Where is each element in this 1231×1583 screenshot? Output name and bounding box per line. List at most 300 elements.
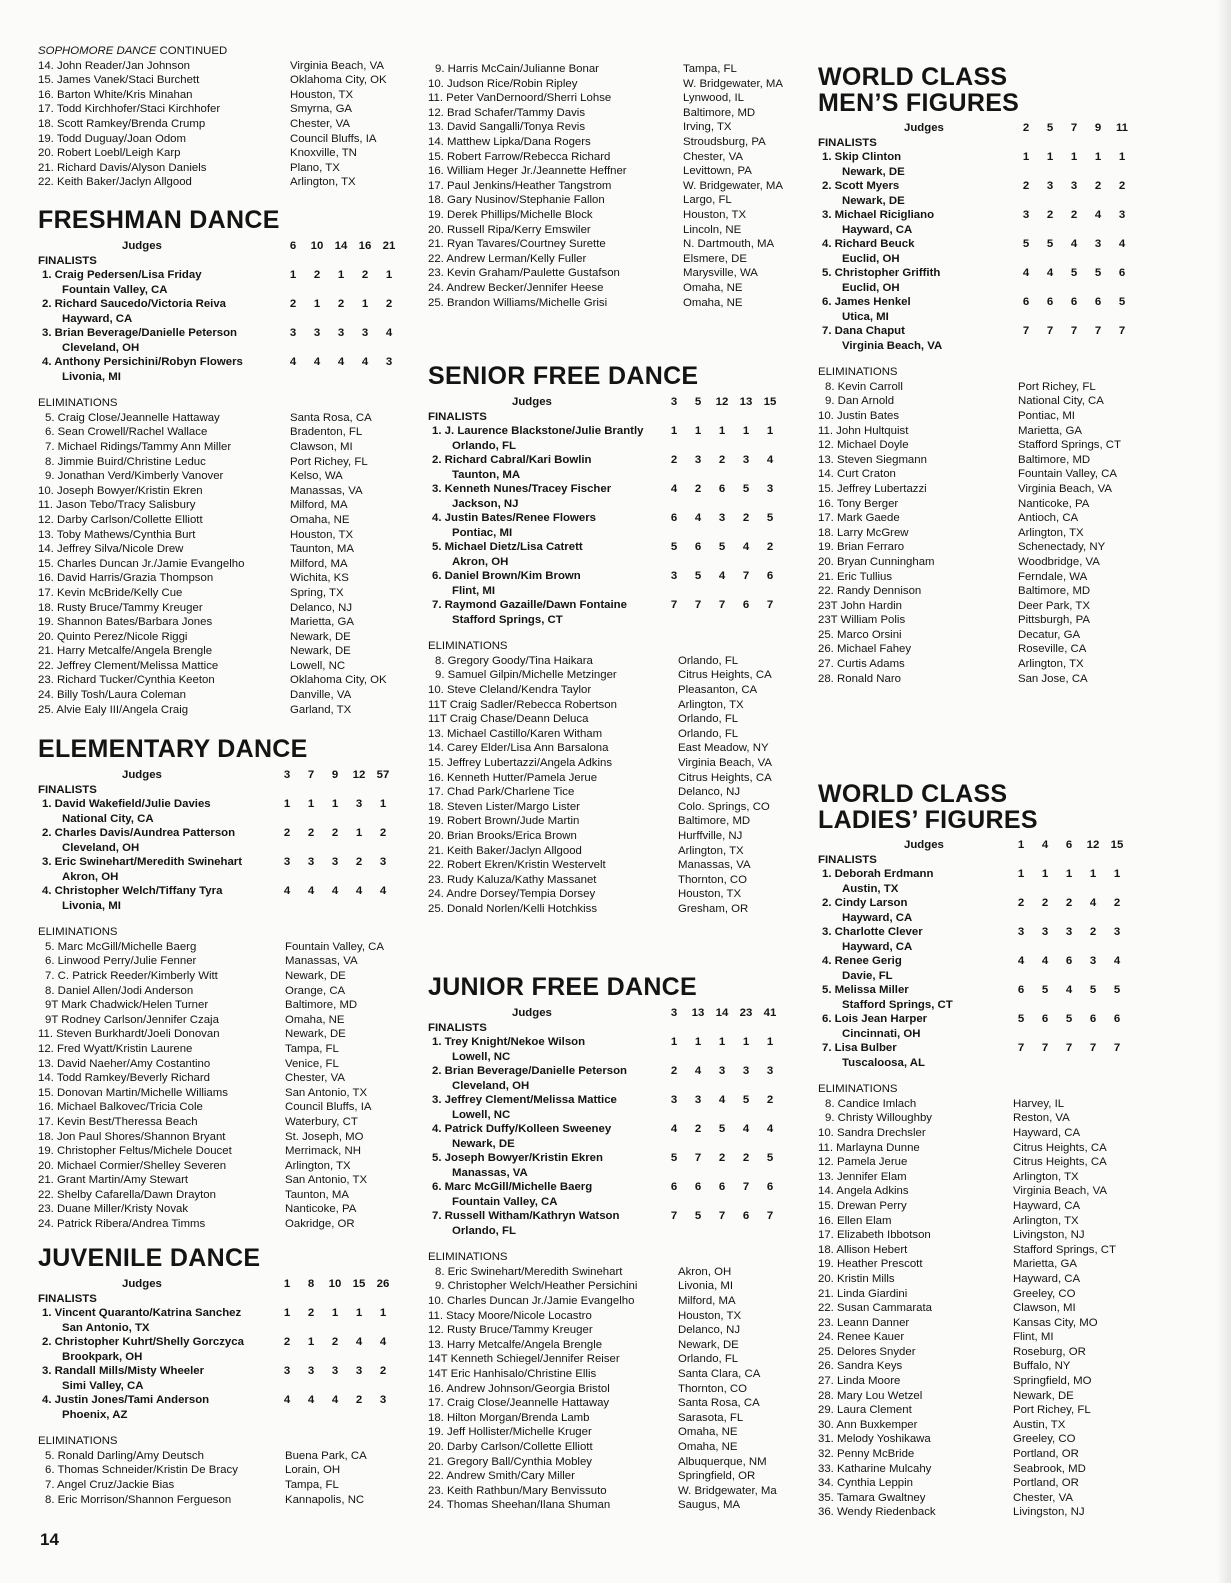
score-cell: 5: [1089, 984, 1097, 997]
score-cell: 2: [379, 827, 387, 840]
score-cells: [428, 1035, 798, 1050]
placement: 15.: [818, 482, 834, 495]
finalist-entry: [428, 482, 798, 511]
skater-names: Michael Dietz/Lisa Catrett: [444, 541, 583, 554]
competitor-name: [818, 1505, 936, 1520]
score-cell: 2: [283, 1336, 291, 1349]
elimination-row: [818, 1228, 1148, 1243]
elimination-row: [818, 1389, 1148, 1404]
elimination-row: [38, 1057, 408, 1072]
score-cell: 5: [1113, 984, 1121, 997]
skater-names: Russell Witham/Kathryn Watson: [444, 1210, 620, 1223]
elimination-row: [38, 659, 408, 674]
placement: 22.: [428, 252, 444, 265]
competitor-name: [428, 223, 591, 238]
score-cell: 3: [355, 798, 363, 811]
finalist-entry: [38, 884, 408, 913]
score-cell: 7: [1070, 325, 1078, 338]
placement: 2.: [42, 827, 52, 840]
placement: 3.: [822, 209, 832, 222]
competitor-location: Omaha, NE: [683, 296, 743, 309]
placement: 17.: [428, 786, 444, 799]
score-cell: 3: [1113, 926, 1121, 939]
placement: 28.: [818, 672, 834, 685]
competitor-location: Taunton, MA: [285, 1188, 349, 1201]
competitor-name: [38, 498, 195, 513]
score-cell: 15: [1110, 839, 1124, 851]
competitor-location: Manassas, VA: [285, 955, 358, 968]
score-cell: 1: [718, 1036, 726, 1049]
finalist-city: Akron, OH: [62, 870, 119, 883]
skater-names: Todd Ramkey/Beverly Richard: [56, 1072, 211, 1085]
finalists-label: FINALISTS: [818, 136, 877, 149]
placement: 28.: [818, 1389, 834, 1402]
placement: 22.: [38, 659, 54, 672]
competitor-location: Pontiac, MI: [1018, 409, 1075, 422]
competitor-name: [428, 771, 597, 786]
score-cell: 7: [1113, 1042, 1121, 1055]
competitor-name: [428, 741, 608, 756]
score-cell: 6: [742, 599, 750, 612]
placement: 20.: [38, 147, 54, 160]
elimination-row: [818, 1447, 1148, 1462]
competitor-location: Santa Rosa, CA: [290, 411, 372, 424]
competitor-name: [38, 969, 218, 984]
score-cell: 7: [718, 1210, 726, 1223]
elimination-row: [818, 657, 1148, 672]
placement: 14T: [428, 1367, 448, 1380]
score-cell: 5: [1017, 1013, 1025, 1026]
competitor-location: Wichita, KS: [290, 572, 349, 585]
score-cell: 5: [1094, 267, 1102, 280]
competitor-name: [38, 411, 220, 426]
competitor-name: [818, 555, 935, 570]
skater-names: Chad Park/Charlene Tice: [447, 786, 575, 799]
elimination-row: [818, 1418, 1148, 1433]
score-cell: 3: [283, 1365, 291, 1378]
elimination-row: [428, 1396, 798, 1411]
elimination-row: [818, 672, 1148, 687]
competitor-location: Portland, OR: [1013, 1477, 1079, 1490]
placement: 33.: [818, 1462, 834, 1475]
competitor-name: [818, 1257, 922, 1272]
eliminations-label: ELIMINATIONS: [38, 926, 118, 939]
placement: 20.: [428, 829, 444, 842]
skater-names: Marc McGill/Michelle Baerg: [57, 940, 197, 953]
competitor-location: Baltimore, MD: [1018, 453, 1091, 466]
placement: 9.: [825, 1112, 835, 1125]
score-cell: 4: [694, 1065, 702, 1078]
skater-names: Raymond Gazaille/Dawn Fontaine: [444, 599, 627, 612]
competitor-location: Buffalo, NY: [1013, 1360, 1071, 1373]
competitor-location: Arlington, TX: [290, 176, 356, 189]
competitor-name: [38, 1013, 219, 1028]
placement: 20.: [818, 1272, 834, 1285]
placement: 18.: [818, 526, 834, 539]
competitor-name: [428, 654, 593, 669]
placement: 25.: [428, 902, 444, 915]
score-cell: 7: [307, 769, 315, 781]
eliminations-label: ELIMINATIONS: [818, 366, 898, 379]
score-cell: 1: [307, 798, 315, 811]
competitor-name: [38, 1493, 231, 1508]
competitor-name: [818, 1170, 907, 1185]
competitor-location: Lowell, NC: [290, 659, 346, 672]
elimination-row: [428, 1498, 798, 1513]
section-title-line2: MEN’S FIGURES: [818, 89, 1020, 117]
placement: 7.: [45, 1478, 55, 1491]
skater-names: Vincent Quaranto/Katrina Sanchez: [54, 1307, 242, 1320]
elimination-row: [38, 1086, 408, 1101]
score-cell: 2: [1118, 180, 1126, 193]
elimination-row: [428, 727, 798, 742]
competitor-location: Marietta, GA: [1013, 1258, 1077, 1271]
skater-names: Richard Saucedo/Victoria Reiva: [54, 298, 227, 311]
placement: 1.: [42, 1307, 52, 1320]
skater-names: Curt Craton: [837, 468, 896, 481]
competitor-name: [38, 175, 192, 190]
placement: 23.: [428, 1484, 444, 1497]
placement: 23.: [428, 873, 444, 886]
competitor-location: Manassas, VA: [678, 859, 751, 872]
competitor-name: [818, 394, 894, 409]
placement: 16.: [818, 497, 834, 510]
junior-free-dance-section: [428, 974, 798, 1513]
score-cell: 3: [379, 1394, 387, 1407]
placement: 14.: [38, 59, 54, 72]
placement: 18.: [818, 1243, 834, 1256]
placement: 15.: [818, 1199, 834, 1212]
placement: 9.: [45, 470, 55, 483]
score-cell: 5: [1022, 238, 1030, 251]
score-cell: 15: [763, 396, 777, 408]
judges-header-row: [38, 239, 408, 254]
score-cells: [38, 1335, 408, 1350]
competitor-location: Kansas City, MO: [1013, 1316, 1098, 1329]
finalist-entry: [818, 266, 1148, 295]
competitor-name: [818, 467, 896, 482]
skater-names: Laura Clement: [837, 1404, 912, 1417]
skater-names: Hilton Morgan/Brenda Lamb: [447, 1411, 590, 1424]
placement: 17.: [818, 512, 834, 525]
sophomore-dance-continued-2: [428, 62, 798, 310]
competitor-name: [428, 1352, 620, 1367]
skater-names: Marco Orsini: [837, 628, 902, 641]
competitor-name: [428, 814, 579, 829]
skater-names: Jonathan Verd/Kimberly Vanover: [57, 470, 224, 483]
skater-names: Jon Paul Shores/Shannon Bryant: [57, 1130, 226, 1143]
finalist-city: Simi Valley, CA: [62, 1379, 144, 1392]
score-cell: 4: [766, 454, 774, 467]
elimination-row: [38, 1188, 408, 1203]
competitor-name: [818, 526, 909, 541]
skater-names: Jeff Hollister/Michelle Kruger: [447, 1426, 592, 1439]
placement: 27.: [818, 1375, 834, 1388]
skater-names: Patrick Duffy/Kolleen Sweeney: [444, 1123, 612, 1136]
finalist-entry: [428, 1180, 798, 1209]
section-title: SENIOR FREE DANCE: [428, 362, 699, 390]
elimination-row: [38, 586, 408, 601]
placement: 16.: [818, 1214, 834, 1227]
elimination-row: [428, 654, 798, 669]
placement: 2.: [432, 454, 442, 467]
score-cell: 5: [694, 396, 702, 408]
skater-names: Larry McGrew: [837, 526, 909, 539]
score-cell: 3: [718, 1065, 726, 1078]
skater-names: Thomas Schneider/Kristin De Bracy: [57, 1464, 238, 1477]
competitor-location: Danville, VA: [290, 689, 352, 702]
competitor-location: Livingston, NJ: [1013, 1229, 1085, 1242]
skater-names: Katharine Mulcahy: [837, 1462, 932, 1475]
finalist-city: Tuscaloosa, AL: [842, 1056, 925, 1069]
finalist-entry: [428, 598, 798, 627]
finalist-city: Phoenix, AZ: [62, 1408, 128, 1421]
competitor-location: Newark, DE: [1013, 1389, 1074, 1402]
score-cell: 3: [742, 454, 750, 467]
competitor-location: Arlington, TX: [1018, 526, 1084, 539]
competitor-location: Hurffville, NJ: [678, 829, 743, 842]
elimination-row: [428, 91, 798, 106]
skater-names: Richard Cabral/Kari Bowlin: [444, 454, 592, 467]
finalist-entry: [38, 1393, 408, 1422]
skater-names: Toby Mathews/Cynthia Burt: [56, 528, 196, 541]
score-cell: 6: [289, 240, 297, 252]
skater-names: Cynthia Leppin: [837, 1477, 914, 1490]
competitor-name: [818, 540, 904, 555]
competitor-location: Omaha, NE: [285, 1013, 345, 1026]
finalist-city: Stafford Springs, CT: [842, 998, 953, 1011]
placement: 10.: [818, 409, 834, 422]
score-cell: 6: [1113, 1013, 1121, 1026]
competitor-name: [818, 599, 902, 614]
judges-label: Judges: [512, 396, 552, 408]
elimination-row: [428, 193, 798, 208]
competitor-location: Nanticoke, PA: [285, 1203, 357, 1216]
score-cell: 4: [718, 1094, 726, 1107]
competitor-name: [818, 642, 911, 657]
competitor-location: Garland, TX: [290, 703, 352, 716]
score-cell: 4: [379, 1336, 387, 1349]
finalist-city: San Antonio, TX: [62, 1321, 150, 1334]
score-cell: 3: [1118, 209, 1126, 222]
placement: 21.: [38, 161, 54, 174]
skater-names: Darby Carlson/Collette Elliott: [57, 513, 203, 526]
elimination-row: [818, 1126, 1148, 1141]
competitor-location: Newark, DE: [290, 630, 351, 643]
score-cell: 5: [1046, 238, 1054, 251]
skater-names: J. Laurence Blackstone/Julie Brantly: [444, 425, 644, 438]
score-cell: 7: [718, 599, 726, 612]
elimination-row: [38, 88, 408, 103]
competitor-name: [428, 756, 612, 771]
score-cell: 4: [766, 1123, 774, 1136]
competitor-name: [38, 542, 183, 557]
score-cells: [818, 208, 1148, 223]
competitor-location: Virginia Beach, VA: [1018, 482, 1112, 495]
competitor-location: Citrus Heights, CA: [678, 669, 772, 682]
score-cell: 6: [1089, 1013, 1097, 1026]
competitor-location: Milford, MA: [290, 499, 348, 512]
finalist-entry: [428, 453, 798, 482]
score-cells: [818, 324, 1148, 339]
score-cell: 4: [1094, 209, 1102, 222]
finalist-city: Flint, MI: [452, 584, 496, 597]
competitor-name: [818, 1345, 916, 1360]
skater-names: Marc McGill/Michelle Baerg: [444, 1181, 593, 1194]
score-cell: 2: [307, 1307, 315, 1320]
competitor-location: Omaha, NE: [678, 1440, 738, 1453]
skater-names: Craig Pedersen/Lisa Friday: [54, 269, 202, 282]
skater-names: William Polis: [840, 614, 906, 627]
score-cell: 4: [742, 541, 750, 554]
elimination-row: [818, 1243, 1148, 1258]
competitor-name: [428, 800, 580, 815]
placement: 2.: [822, 897, 832, 910]
competitor-name: [38, 1217, 205, 1232]
finalist-city: Hayward, CA: [842, 911, 913, 924]
score-cells: [428, 1093, 798, 1108]
score-cell: 1: [355, 1307, 363, 1320]
skater-names: C. Patrick Reeder/Kimberly Witt: [57, 969, 218, 982]
placement: 6.: [45, 426, 55, 439]
placement: 7.: [822, 1042, 832, 1055]
placement: 13.: [428, 121, 444, 134]
eliminations-label: ELIMINATIONS: [428, 640, 508, 653]
skater-names: Kristin Mills: [837, 1272, 895, 1285]
placement: 6.: [822, 296, 832, 309]
elimination-row: [428, 237, 798, 252]
finalist-city: Newark, DE: [842, 165, 905, 178]
placement: 11.: [38, 1028, 53, 1041]
finalist-city: Hayward, CA: [842, 223, 913, 236]
score-cell: 7: [766, 599, 774, 612]
score-cell: 7: [742, 1181, 750, 1194]
placement: 22.: [818, 1302, 834, 1315]
score-cell: 6: [1022, 296, 1030, 309]
competitor-location: Taunton, MA: [290, 543, 354, 556]
score-cell: 2: [1022, 122, 1030, 134]
skater-names: Craig Close/Jeannelle Hattaway: [57, 411, 220, 424]
score-cell: 1: [1017, 839, 1025, 851]
score-cell: 4: [1070, 238, 1078, 251]
elimination-row: [38, 969, 408, 984]
score-cell: 1: [1041, 868, 1049, 881]
competitor-name: [428, 1396, 609, 1411]
competitor-location: Smyrna, GA: [290, 103, 353, 116]
elimination-row: [818, 1214, 1148, 1229]
elimination-row: [818, 1111, 1148, 1126]
placement: 18.: [38, 1130, 54, 1143]
score-cell: 2: [694, 1123, 702, 1136]
skater-names: Jeffrey Lubertazzi/Angela Adkins: [447, 756, 613, 769]
placement: 1.: [822, 151, 832, 164]
score-cell: 6: [1118, 267, 1126, 280]
score-cell: 6: [1094, 296, 1102, 309]
score-cell: 3: [670, 570, 678, 583]
score-cell: 4: [379, 885, 387, 898]
finalist-city: Cleveland, OH: [62, 341, 140, 354]
score-cell: 1: [1118, 151, 1126, 164]
sophomore-dance-continued: [38, 44, 408, 190]
skater-names: Donald Norlen/Kelli Hotchkiss: [447, 902, 598, 915]
skater-names: Andrew Lerman/Kelly Fuller: [446, 252, 587, 265]
placement: 2.: [42, 298, 52, 311]
skater-names: Penny McBride: [837, 1448, 915, 1461]
placement: 14.: [428, 135, 444, 148]
competitor-name: [428, 193, 605, 208]
elimination-row: [38, 571, 408, 586]
competitor-name: [818, 1228, 931, 1243]
skater-names: Richard Davis/Alyson Daniels: [57, 161, 207, 174]
placement: 20.: [38, 630, 54, 643]
score-cell: 10: [310, 240, 324, 252]
competitor-name: [818, 1141, 920, 1156]
competitor-location: W. Bridgewater, Ma: [678, 1484, 777, 1497]
competitor-location: Knoxville, TN: [290, 147, 357, 160]
placement: 12.: [428, 106, 444, 119]
placement: 10.: [428, 1294, 444, 1307]
competitor-location: Lincoln, NE: [683, 223, 742, 236]
elimination-row: [428, 106, 798, 121]
placement: 15.: [428, 150, 444, 163]
elimination-row: [818, 1462, 1148, 1477]
finalist-entry: [38, 268, 408, 297]
finalist-entry: [38, 1335, 408, 1364]
score-cells: [428, 1064, 798, 1079]
competitor-name: [428, 1265, 622, 1280]
elementary-dance-section: [38, 736, 408, 1232]
elimination-row: [818, 1476, 1148, 1491]
placement: 19.: [428, 208, 444, 221]
skater-names: Jimmie Buird/Christine Leduc: [57, 455, 206, 468]
placement: 11.: [428, 1309, 443, 1322]
placement: 35.: [818, 1491, 834, 1504]
competitor-name: [428, 785, 574, 800]
elimination-row: [38, 940, 408, 955]
skater-names: Harris McCain/Julianne Bonar: [447, 63, 599, 75]
competitor-name: [38, 1086, 228, 1101]
competitor-location: Omaha, NE: [290, 513, 350, 526]
eliminations-list: [38, 411, 408, 717]
placement: 21.: [818, 1287, 834, 1300]
skater-names: Grant Martin/Amy Stewart: [57, 1174, 189, 1187]
score-cells: [38, 797, 408, 812]
score-cells: [428, 1209, 798, 1224]
competitor-location: Akron, OH: [678, 1265, 732, 1278]
skater-names: Scott Ramkey/Brenda Crump: [57, 117, 206, 130]
score-cell: 4: [1118, 238, 1126, 251]
score-cell: 5: [1065, 1013, 1073, 1026]
finalist-entry: [818, 925, 1148, 954]
score-cell: 4: [331, 1394, 339, 1407]
competitor-location: Thornton, CO: [678, 873, 748, 886]
skater-names: Lois Jean Harper: [834, 1013, 928, 1026]
score-cell: 2: [1065, 897, 1073, 910]
section-title: FRESHMAN DANCE: [38, 206, 280, 234]
placement: 12.: [38, 1042, 54, 1055]
score-cell: 4: [385, 327, 393, 340]
skater-names: Leann Danner: [837, 1316, 910, 1329]
score-cell: 1: [1046, 151, 1054, 164]
elimination-row: [38, 1173, 408, 1188]
placement: 6.: [432, 570, 442, 583]
score-cell: 2: [355, 856, 363, 869]
score-cell: 2: [1089, 926, 1097, 939]
competitor-name: [38, 659, 218, 674]
score-cell: 5: [742, 1094, 750, 1107]
score-cell: 13: [739, 396, 753, 408]
score-cells: [818, 954, 1148, 969]
